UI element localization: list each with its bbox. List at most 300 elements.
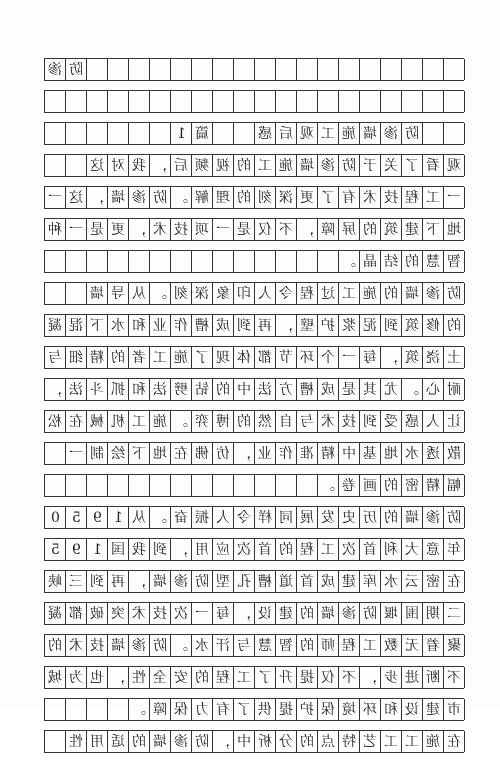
grid-cell: 与 (234, 635, 255, 656)
grid-cell: 钻 (192, 379, 213, 400)
grid-cell: 施 (360, 283, 381, 304)
grid-cell: 二 (444, 603, 465, 624)
grid-cell: 种 (45, 219, 66, 240)
grid-cell: 后 (276, 123, 297, 144)
grid-cell (171, 59, 192, 80)
grid-cell (150, 91, 171, 112)
grid-cell: ， (213, 731, 234, 752)
grid-cell: 壁 (297, 315, 318, 336)
grid-cell: 术 (66, 635, 87, 656)
grid-cell (45, 699, 66, 720)
grid-cell: 仅 (255, 219, 276, 240)
grid-cell: 一 (339, 347, 360, 368)
grid-cell: 库 (360, 571, 381, 592)
grid-cell: 渗 (381, 123, 402, 144)
grid-row (44, 666, 464, 689)
grid-cell: 次 (234, 539, 255, 560)
grid-cell: 工 (339, 283, 360, 304)
grid-cell: 用 (87, 731, 108, 752)
grid-cell: ， (381, 347, 402, 368)
grid-cell: 到 (360, 411, 381, 432)
grid-cell (45, 283, 66, 304)
grid-cell: 修 (423, 315, 444, 336)
grid-cell: 施 (150, 411, 171, 432)
grid-cell: 再 (255, 315, 276, 336)
grid-cell: 作 (276, 443, 297, 464)
grid-cell: 后 (171, 155, 192, 176)
grid-cell: ， (129, 571, 150, 592)
grid-cell: 工 (255, 155, 276, 176)
grid-cell: 散 (444, 443, 465, 464)
grid-cell: 劈 (171, 379, 192, 400)
grid-cell: 1 (87, 539, 108, 560)
grid-cell: 应 (213, 539, 234, 560)
grid-cell: 墙 (150, 731, 171, 752)
grid-cell: 令 (234, 507, 255, 528)
grid-cell: 观 (297, 123, 318, 144)
grid-cell: 技 (87, 635, 108, 656)
grid-cell: 施 (276, 155, 297, 176)
grid-cell: 令 (276, 283, 297, 304)
grid-cell (66, 155, 87, 176)
grid-cell: 保 (171, 699, 192, 720)
grid-cell: 再 (108, 571, 129, 592)
grid-cell (108, 59, 129, 80)
grid-cell (444, 59, 465, 80)
grid-cell: 的 (402, 251, 423, 272)
grid-cell: 更 (108, 219, 129, 240)
grid-cell (87, 59, 108, 80)
grid-cell (276, 475, 297, 496)
grid-cell: 9 (66, 539, 87, 560)
grid-cell: 性 (129, 667, 150, 688)
grid-cell (234, 59, 255, 80)
grid-cell: 墙 (360, 123, 381, 144)
grid-cell: 水 (402, 443, 423, 464)
grid-cell: 。 (171, 411, 192, 432)
grid-cell: 的 (234, 155, 255, 176)
grid-cell: 我 (129, 539, 150, 560)
grid-cell: 刻 (171, 283, 192, 304)
grid-cell: 在 (66, 411, 87, 432)
grid-row (44, 506, 464, 529)
grid-cell: 地 (444, 219, 465, 240)
grid-cell: 水 (192, 635, 213, 656)
grid-cell: 到 (381, 315, 402, 336)
grid-cell: 于 (360, 155, 381, 176)
grid-cell (255, 475, 276, 496)
manuscript-grid (44, 58, 464, 762)
grid-cell (66, 283, 87, 304)
grid-cell (108, 91, 129, 112)
grid-cell (297, 251, 318, 272)
grid-cell: 结 (381, 251, 402, 272)
grid-cell: 机 (108, 411, 129, 432)
grid-cell: 制 (87, 443, 108, 464)
grid-cell: 护 (318, 315, 339, 336)
grid-cell: 峡 (45, 571, 66, 592)
grid-cell (45, 123, 66, 144)
grid-cell: 水 (108, 315, 129, 336)
grid-cell (402, 59, 423, 80)
grid-cell: 在 (171, 443, 192, 464)
grid-cell: 然 (255, 411, 276, 432)
grid-cell (45, 251, 66, 272)
grid-cell: 了 (318, 187, 339, 208)
grid-cell: 了 (402, 155, 423, 176)
grid-cell: 5 (45, 539, 66, 560)
grid-cell: 卷 (339, 475, 360, 496)
grid-cell: 械 (87, 411, 108, 432)
grid-cell: 次 (171, 603, 192, 624)
grid-cell (255, 91, 276, 112)
grid-cell: 的 (297, 635, 318, 656)
grid-cell (192, 59, 213, 80)
grid-row (44, 186, 464, 209)
grid-cell: 人 (255, 283, 276, 304)
grid-cell: 导 (108, 283, 129, 304)
grid-cell: 智 (276, 635, 297, 656)
grid-cell: 意 (423, 539, 444, 560)
grid-cell (423, 123, 444, 144)
grid-cell (129, 475, 150, 496)
grid-cell: 与 (297, 411, 318, 432)
grid-cell: 施 (423, 731, 444, 752)
grid-cell: 槽 (297, 379, 318, 400)
grid-cell (129, 123, 150, 144)
grid-cell: 的 (213, 379, 234, 400)
grid-cell: 设 (402, 699, 423, 720)
grid-cell: 的 (234, 187, 255, 208)
grid-cell: 为 (66, 667, 87, 688)
grid-cell (87, 123, 108, 144)
grid-cell: 障 (318, 219, 339, 240)
grid-cell: 地 (381, 443, 402, 464)
grid-cell: 自 (276, 411, 297, 432)
grid-cell: 中 (234, 731, 255, 752)
grid-cell: 和 (129, 315, 150, 336)
grid-cell: 到 (87, 571, 108, 592)
grid-cell: 每 (213, 603, 234, 624)
grid-cell (87, 251, 108, 272)
grid-cell: 了 (192, 347, 213, 368)
grid-cell: 画 (360, 475, 381, 496)
grid-cell: 工 (318, 123, 339, 144)
grid-cell: 进 (402, 667, 423, 688)
grid-cell: 三 (66, 571, 87, 592)
grid-cell: 升 (276, 667, 297, 688)
grid-cell: 汗 (213, 635, 234, 656)
grid-cell: 不 (339, 667, 360, 688)
grid-cell: 象 (213, 283, 234, 304)
grid-cell: 精 (423, 475, 444, 496)
grid-cell: 利 (381, 539, 402, 560)
grid-cell: 松 (45, 411, 66, 432)
grid-cell: 防 (402, 123, 423, 144)
grid-cell: 城 (45, 667, 66, 688)
grid-cell: 道 (276, 571, 297, 592)
grid-cell: 程 (297, 283, 318, 304)
grid-cell: 透 (423, 443, 444, 464)
grid-cell: 首 (255, 539, 276, 560)
grid-cell: 析 (255, 731, 276, 752)
grid-cell (318, 59, 339, 80)
grid-cell: 与 (45, 347, 66, 368)
grid-cell: 作 (171, 315, 192, 336)
grid-cell: 。 (402, 379, 423, 400)
grid-cell: 这 (87, 155, 108, 176)
grid-cell: 聚 (444, 635, 465, 656)
grid-cell (171, 475, 192, 496)
grid-cell: 一 (66, 219, 87, 240)
grid-cell: 工 (129, 411, 150, 432)
grid-cell (255, 59, 276, 80)
grid-cell: 项 (192, 219, 213, 240)
grid-cell: 渗 (171, 731, 192, 752)
grid-cell: 业 (255, 443, 276, 464)
grid-cell: 筑 (381, 219, 402, 240)
grid-cell (150, 251, 171, 272)
grid-cell (66, 91, 87, 112)
grid-cell: ， (234, 603, 255, 624)
grid-row (44, 58, 464, 81)
grid-cell: 的 (381, 283, 402, 304)
grid-cell: 大 (402, 539, 423, 560)
grid-cell: 程 (402, 187, 423, 208)
grid-cell (318, 251, 339, 272)
grid-cell: 防 (192, 571, 213, 592)
grid-cell: 是 (339, 379, 360, 400)
grid-cell (129, 59, 150, 80)
grid-cell: 个 (318, 347, 339, 368)
grid-cell: 渗 (423, 507, 444, 528)
grid-cell: 凝 (45, 603, 66, 624)
grid-cell: 程 (213, 667, 234, 688)
grid-row (44, 410, 464, 433)
grid-cell (45, 443, 66, 464)
grid-cell: 的 (129, 731, 150, 752)
grid-cell: 的 (297, 731, 318, 752)
grid-cell (108, 123, 129, 144)
grid-cell: 安 (171, 667, 192, 688)
grid-row (44, 474, 464, 497)
grid-cell: 用 (192, 539, 213, 560)
grid-row (44, 730, 464, 753)
grid-cell: 。 (150, 283, 171, 304)
grid-cell: 艺 (360, 731, 381, 752)
grid-cell: 建 (339, 571, 360, 592)
grid-cell: 性 (66, 731, 87, 752)
grid-cell: 下 (423, 219, 444, 240)
grid-cell (192, 91, 213, 112)
grid-cell (87, 91, 108, 112)
grid-cell: 法 (255, 379, 276, 400)
grid-cell: 墙 (402, 283, 423, 304)
grid-cell: 适 (108, 731, 129, 752)
grid-cell: 1 (108, 507, 129, 528)
grid-cell: 5 (66, 507, 87, 528)
grid-cell: 中 (234, 379, 255, 400)
grid-cell: 让 (444, 411, 465, 432)
grid-cell (360, 59, 381, 80)
grid-cell: 人 (213, 507, 234, 528)
grid-row (44, 154, 464, 177)
grid-cell: 工 (381, 731, 402, 752)
grid-cell: 突 (108, 603, 129, 624)
grid-cell (402, 91, 423, 112)
grid-cell: 渗 (45, 59, 66, 80)
grid-cell: 抓 (108, 379, 129, 400)
grid-cell (87, 475, 108, 496)
grid-cell: ， (297, 219, 318, 240)
grid-cell (129, 91, 150, 112)
grid-cell: 槽 (255, 571, 276, 592)
grid-cell: 0 (45, 507, 66, 528)
grid-cell: 防 (66, 59, 87, 80)
grid-cell (66, 699, 87, 720)
grid-cell (318, 91, 339, 112)
grid-cell: 供 (255, 699, 276, 720)
grid-cell: 和 (129, 379, 150, 400)
grid-cell: 浆 (339, 315, 360, 336)
grid-cell: 。 (150, 507, 171, 528)
grid-cell: 工 (234, 667, 255, 688)
grid-cell: 精 (318, 443, 339, 464)
grid-cell: 防 (150, 635, 171, 656)
grid-cell: 墙 (87, 283, 108, 304)
grid-cell: 施 (339, 123, 360, 144)
grid-cell: 技 (381, 187, 402, 208)
grid-cell: 是 (87, 219, 108, 240)
grid-cell (171, 91, 192, 112)
grid-cell: 渗 (129, 635, 150, 656)
grid-cell: 障 (150, 699, 171, 720)
grid-cell: 对 (108, 155, 129, 176)
grid-cell: 渗 (339, 603, 360, 624)
grid-cell (423, 59, 444, 80)
grid-cell: 槽 (192, 315, 213, 336)
grid-cell: 展 (297, 507, 318, 528)
grid-cell: 一 (444, 187, 465, 208)
grid-cell: 期 (423, 603, 444, 624)
grid-cell: 在 (444, 571, 465, 592)
grid-cell: 振 (192, 507, 213, 528)
grid-cell (171, 251, 192, 272)
grid-cell: 师 (318, 635, 339, 656)
grid-cell: 术 (129, 603, 150, 624)
grid-cell: 术 (318, 411, 339, 432)
grid-cell (381, 59, 402, 80)
grid-cell: 的 (360, 219, 381, 240)
grid-cell: 工 (150, 347, 171, 368)
grid-cell: 关 (381, 155, 402, 176)
grid-cell: 印 (234, 283, 255, 304)
grid-cell: 围 (402, 603, 423, 624)
grid-cell: 墙 (150, 571, 171, 592)
grid-cell: 下 (129, 443, 150, 464)
grid-cell: 孔 (234, 571, 255, 592)
grid-cell: 同 (276, 507, 297, 528)
grid-cell: 断 (423, 667, 444, 688)
grid-cell (213, 59, 234, 80)
grid-cell: 首 (360, 539, 381, 560)
grid-cell (381, 91, 402, 112)
grid-cell: 晶 (360, 251, 381, 272)
grid-cell: 设 (255, 603, 276, 624)
grid-cell: 业 (150, 315, 171, 336)
grid-row (44, 634, 464, 657)
grid-row (44, 442, 464, 465)
grid-cell: 技 (339, 411, 360, 432)
grid-cell: 。 (318, 475, 339, 496)
grid-cell: 防 (150, 187, 171, 208)
grid-cell: 有 (339, 187, 360, 208)
grid-cell: 年 (444, 539, 465, 560)
grid-cell: 工 (318, 539, 339, 560)
grid-cell: 防 (444, 283, 465, 304)
grid-cell (276, 251, 297, 272)
grid-cell: 特 (339, 731, 360, 752)
grid-cell: 法 (150, 379, 171, 400)
grid-cell: 受 (381, 411, 402, 432)
grid-cell: 细 (66, 347, 87, 368)
grid-cell: 的 (381, 475, 402, 496)
grid-cell: 提 (297, 667, 318, 688)
grid-cell: 视 (213, 155, 234, 176)
grid-cell: 工 (402, 731, 423, 752)
grid-cell: 发 (318, 507, 339, 528)
grid-cell: 感 (402, 411, 423, 432)
grid-cell: 渗 (171, 571, 192, 592)
grid-cell: 观 (444, 155, 465, 176)
grid-cell: 看 (423, 155, 444, 176)
grid-cell (192, 475, 213, 496)
grid-cell: 耐 (444, 379, 465, 400)
grid-cell: 境 (339, 699, 360, 720)
grid-cell: 慧 (423, 251, 444, 272)
grid-row (44, 314, 464, 337)
grid-cell (255, 251, 276, 272)
grid-cell (234, 91, 255, 112)
grid-cell: 凝 (45, 315, 66, 336)
grid-cell (66, 251, 87, 272)
grid-cell: 和 (381, 699, 402, 720)
grid-cell: 1 (171, 123, 192, 144)
grid-cell: 法 (66, 379, 87, 400)
grid-cell (234, 475, 255, 496)
grid-cell: 国 (108, 539, 129, 560)
grid-cell: 准 (297, 443, 318, 464)
grid-cell: 不 (276, 219, 297, 240)
grid-cell: 。 (129, 699, 150, 720)
grid-cell: 施 (171, 347, 192, 368)
grid-row (44, 282, 464, 305)
grid-row (44, 698, 464, 721)
grid-cell: 筑 (402, 315, 423, 336)
grid-cell: 过 (318, 283, 339, 304)
grid-cell (45, 731, 66, 752)
grid-cell: 堰 (381, 603, 402, 624)
grid-row (44, 378, 464, 401)
grid-cell: 保 (318, 699, 339, 720)
grid-cell: 一 (213, 219, 234, 240)
grid-cell: 都 (255, 347, 276, 368)
grid-row (44, 346, 464, 369)
grid-cell: 墙 (402, 507, 423, 528)
grid-cell (192, 251, 213, 272)
grid-cell: 环 (360, 699, 381, 720)
grid-cell (444, 91, 465, 112)
